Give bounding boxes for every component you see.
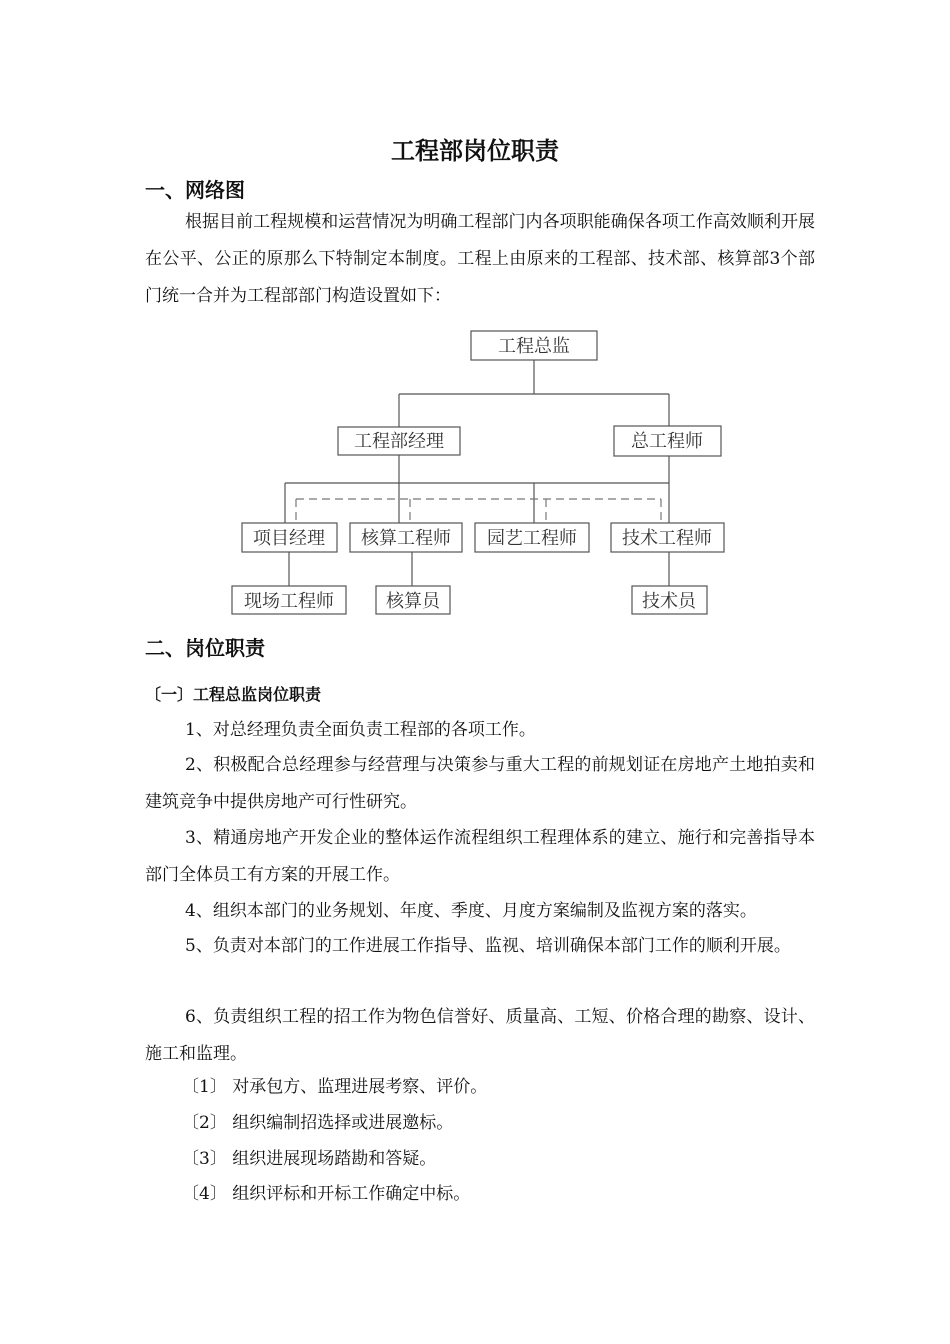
svg-text:工程部经理: 工程部经理 <box>354 431 444 452</box>
duty-subitem-2: 〔2〕 组织编制招选择或进展邀标。 <box>182 1113 454 1133</box>
org-node-accountant <box>376 586 450 614</box>
svg-text:总工程师: 总工程师 <box>631 431 703 452</box>
duty-subitem-3: 〔3〕 组织进展现场踏勘和答疑。 <box>182 1149 437 1169</box>
svg-text:项目经理: 项目经理 <box>253 528 325 549</box>
org-node-project-manager <box>242 523 337 552</box>
org-node-accounting-engineer <box>350 523 462 552</box>
duty-item-4: 4、组织本部门的业务规划、年度、季度、月度方案编制及监视方案的落实。 <box>185 901 757 921</box>
subsection-heading-director-duties: 〔一〕工程总监岗位职责 <box>145 685 322 704</box>
svg-text:工程总监: 工程总监 <box>498 336 570 357</box>
section-heading-duties: 二、岗位职责 <box>145 636 265 660</box>
svg-text:现场工程师: 现场工程师 <box>244 591 334 612</box>
org-node-chief-engineer-director <box>471 331 597 360</box>
svg-text:核算工程师: 核算工程师 <box>361 528 451 549</box>
intro-paragraph: 根据目前工程规模和运营情况为明确工程部门内各项职能确保各项工作高效顺利开展在公平、公正的原那么下特制定本制度。工程上由原来的工程部、技术部、核算部3个部门统一合并为工程部部门构造设置如下： <box>145 212 815 306</box>
svg-text:技术工程师: 技术工程师 <box>622 528 712 549</box>
org-node-site-engineer <box>232 586 346 614</box>
document-title: 工程部岗位职责 <box>391 137 559 165</box>
duty-item-6: 6、负责组织工程的招工作为物色信誉好、质量高、工短、价格合理的勘察、设计、施工和监理。 <box>145 1007 815 1064</box>
duty-item-1: 1、对总经理负责全面负责工程部的各项工作。 <box>185 720 536 740</box>
svg-text:核算员: 核算员 <box>386 591 440 612</box>
org-chart <box>0 0 950 640</box>
section-heading-network: 一、网络图 <box>145 178 245 202</box>
org-node-technician <box>632 586 707 614</box>
org-node-engineering-manager <box>338 427 460 455</box>
org-node-chief-engineer <box>614 426 721 456</box>
duty-item-3: 3、精通房地产开发企业的整体运作流程组织工程理体系的建立、施行和完善指导本部门全体员工有方案的开展工作。 <box>145 828 815 885</box>
svg-text:园艺工程师: 园艺工程师 <box>487 528 577 549</box>
org-node-technical-engineer <box>611 523 724 552</box>
duty-subitem-4: 〔4〕 组织评标和开标工作确定中标。 <box>182 1184 471 1204</box>
svg-text:技术员: 技术员 <box>642 591 696 612</box>
duty-subitem-1: 〔1〕 对承包方、监理进展考察、评价。 <box>182 1077 488 1097</box>
duty-item-2: 2、积极配合总经理参与经营理与决策参与重大工程的前规划证在房地产土地拍卖和建筑竞争中提供房地产可行性研究。 <box>145 755 815 812</box>
duty-item-5: 5、负责对本部门的工作进展工作指导、监视、培训确保本部门工作的顺利开展。 <box>185 936 791 956</box>
org-node-landscape-engineer <box>475 523 589 552</box>
